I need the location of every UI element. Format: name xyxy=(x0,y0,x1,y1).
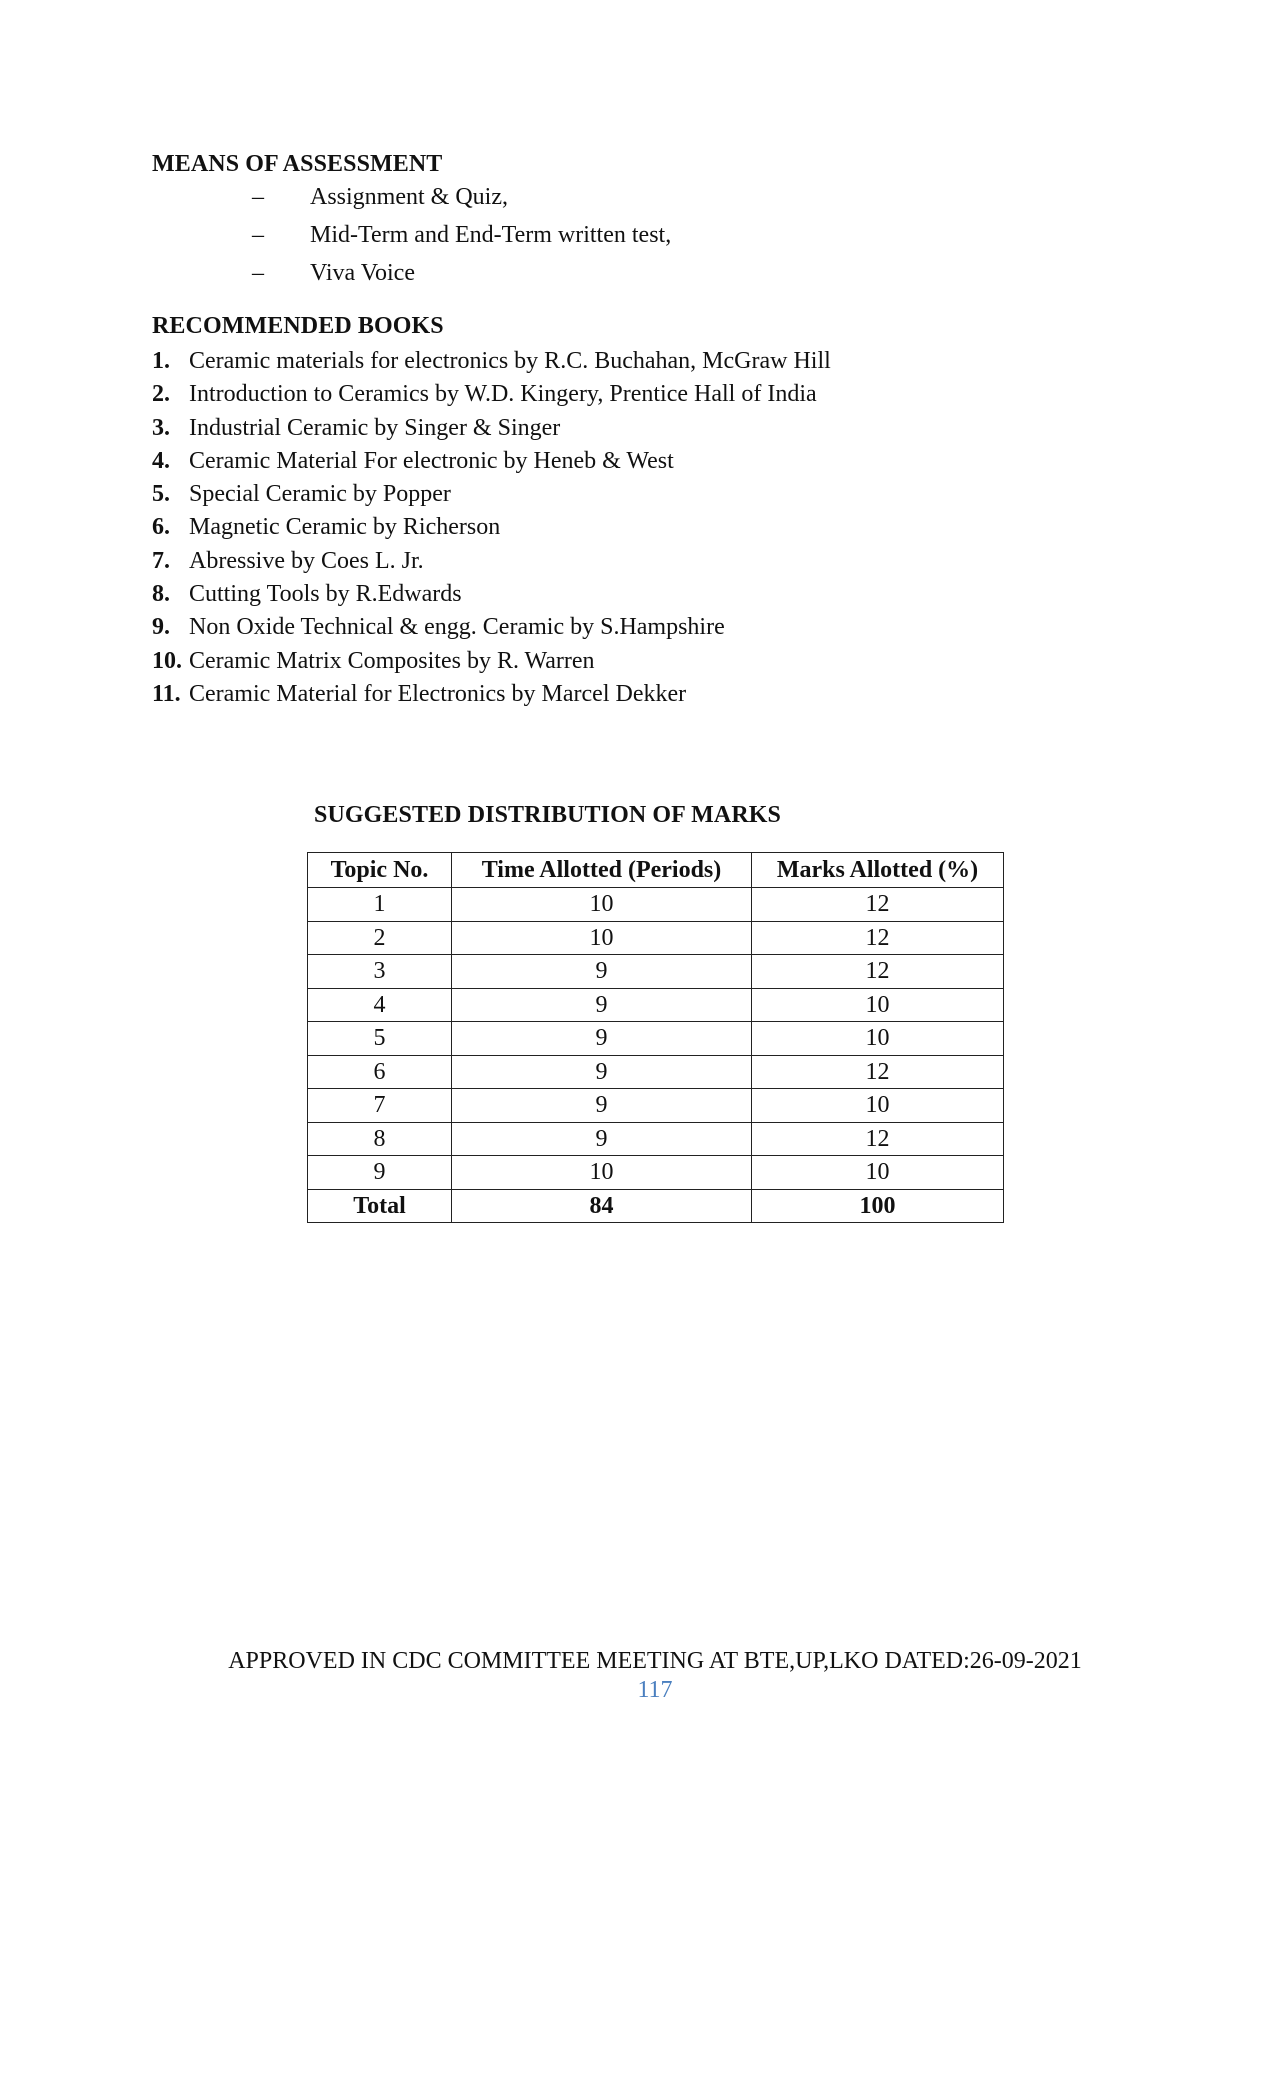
table-row xyxy=(308,1022,1004,1056)
assessment-item xyxy=(252,178,671,216)
book-number: 9. xyxy=(152,614,170,641)
time-cell: 10 xyxy=(452,1156,752,1190)
approval-footer: APPROVED IN CDC COMMITTEE MEETING AT BTE,UP,LKO DATED:26-09-2021 xyxy=(228,1648,1082,1674)
marks-distribution-table xyxy=(307,852,1004,1223)
marks-cell: 12 xyxy=(752,888,1004,922)
assessment-item xyxy=(252,216,671,254)
assessment-item-text: Viva Voice xyxy=(310,260,415,286)
assessment-item-text: Assignment & Quiz, xyxy=(310,184,508,210)
book-number: 4. xyxy=(152,447,170,474)
topic-cell: 6 xyxy=(308,1055,452,1089)
book-number: 3. xyxy=(152,414,170,441)
topic-cell: 8 xyxy=(308,1122,452,1156)
book-number: 11. xyxy=(152,680,181,707)
dash-bullet: – xyxy=(252,184,264,210)
book-item xyxy=(152,645,831,678)
topic-cell: 1 xyxy=(308,888,452,922)
table-row xyxy=(308,1122,1004,1156)
time-cell: 10 xyxy=(452,921,752,955)
table-row xyxy=(308,888,1004,922)
book-item xyxy=(152,511,831,544)
total-time-cell: 84 xyxy=(452,1189,752,1223)
marks-cell: 12 xyxy=(752,955,1004,989)
book-number: 1. xyxy=(152,348,170,374)
table-total-row xyxy=(308,1189,1004,1223)
book-item xyxy=(152,478,831,511)
books-heading: RECOMMENDED BOOKS xyxy=(152,313,444,339)
topic-cell: 3 xyxy=(308,955,452,989)
book-item xyxy=(152,611,831,644)
assessment-list xyxy=(252,178,671,292)
table-row xyxy=(308,921,1004,955)
topic-cell: 4 xyxy=(308,988,452,1022)
book-item xyxy=(152,345,831,378)
table-row xyxy=(308,1089,1004,1123)
marks-cell: 12 xyxy=(752,1055,1004,1089)
book-title: Magnetic Ceramic by Richerson xyxy=(189,514,501,541)
book-title: Cutting Tools by R.Edwards xyxy=(189,581,462,608)
book-number: 10. xyxy=(152,647,182,674)
book-item xyxy=(152,445,831,478)
marks-distribution-heading: SUGGESTED DISTRIBUTION OF MARKS xyxy=(314,802,781,828)
time-cell: 9 xyxy=(452,1089,752,1123)
book-item xyxy=(152,545,831,578)
marks-cell: 12 xyxy=(752,921,1004,955)
book-number: 5. xyxy=(152,481,170,508)
book-item xyxy=(152,378,831,411)
book-item xyxy=(152,578,831,611)
time-cell: 9 xyxy=(452,955,752,989)
marks-cell: 10 xyxy=(752,988,1004,1022)
table-row xyxy=(308,955,1004,989)
table-row xyxy=(308,988,1004,1022)
topic-cell: 2 xyxy=(308,921,452,955)
time-cell: 9 xyxy=(452,1122,752,1156)
marks-cell: 10 xyxy=(752,1089,1004,1123)
marks-cell: 10 xyxy=(752,1156,1004,1190)
book-number: 2. xyxy=(152,381,170,408)
header-time-allotted: Time Allotted (Periods) xyxy=(452,853,752,888)
book-number: 6. xyxy=(152,514,170,541)
book-title: Introduction to Ceramics by W.D. Kingery, Prentice Hall of India xyxy=(189,381,817,408)
marks-cell: 10 xyxy=(752,1022,1004,1056)
marks-cell: 12 xyxy=(752,1122,1004,1156)
dash-bullet: – xyxy=(252,222,264,248)
assessment-item-text: Mid-Term and End-Term written test, xyxy=(310,222,672,248)
header-marks-allotted: Marks Allotted (%) xyxy=(752,853,1004,888)
header-topic-no: Topic No. xyxy=(308,853,452,888)
page-number: 117 xyxy=(637,1677,673,1703)
book-title: Abressive by Coes L. Jr. xyxy=(189,547,424,574)
book-title: Ceramic Material For electronic by Heneb & West xyxy=(189,447,674,474)
time-cell: 9 xyxy=(452,1055,752,1089)
total-marks-cell: 100 xyxy=(752,1189,1004,1223)
book-title: Ceramic Material for Electronics by Marcel Dekker xyxy=(189,680,687,707)
assessment-heading: MEANS OF ASSESSMENT xyxy=(152,151,443,177)
book-number: 8. xyxy=(152,581,170,608)
books-list xyxy=(152,345,831,711)
book-title: Non Oxide Technical & engg. Ceramic by S.Hampshire xyxy=(189,614,725,641)
book-title: Industrial Ceramic by Singer & Singer xyxy=(189,414,561,441)
topic-cell: 9 xyxy=(308,1156,452,1190)
book-item xyxy=(152,678,831,711)
book-number: 7. xyxy=(152,547,170,574)
dash-bullet: – xyxy=(252,260,264,286)
table-row xyxy=(308,1156,1004,1190)
book-item xyxy=(152,412,831,445)
table-header-row xyxy=(308,853,1004,888)
book-title: Ceramic Matrix Composites by R. Warren xyxy=(189,647,595,674)
book-title: Ceramic materials for electronics by R.C. Buchahan, McGraw Hill xyxy=(189,348,831,374)
topic-cell: 5 xyxy=(308,1022,452,1056)
time-cell: 9 xyxy=(452,1022,752,1056)
assessment-item xyxy=(252,254,671,292)
table-row xyxy=(308,1055,1004,1089)
time-cell: 9 xyxy=(452,988,752,1022)
book-title: Special Ceramic by Popper xyxy=(189,481,451,508)
total-label-cell: Total xyxy=(308,1189,452,1223)
topic-cell: 7 xyxy=(308,1089,452,1123)
time-cell: 10 xyxy=(452,888,752,922)
